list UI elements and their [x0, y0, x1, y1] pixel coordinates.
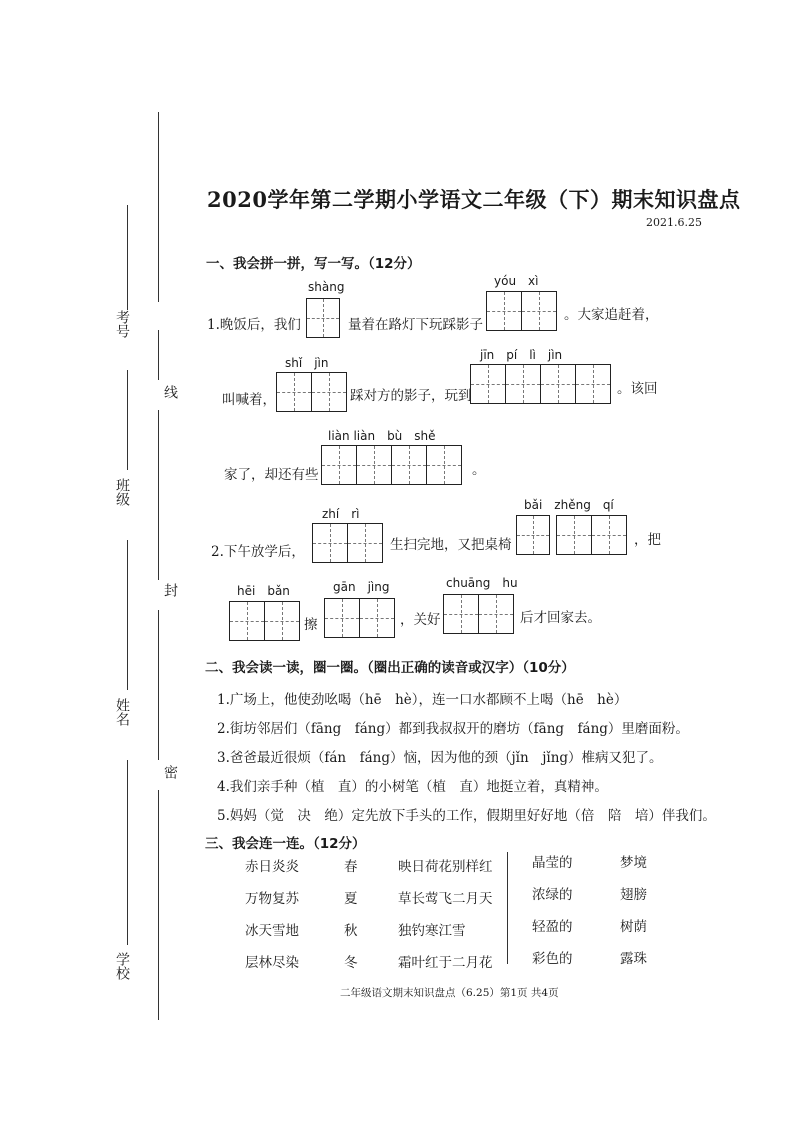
q2-text3: 擦: [304, 617, 318, 633]
q2-text2: ，把: [634, 532, 661, 548]
match-item[interactable]: 万物复苏: [245, 891, 299, 907]
match-col-nouns: [620, 852, 647, 970]
exam-date: 2021.6.25: [646, 216, 702, 229]
q2-text4: ，关好: [400, 612, 441, 628]
match-item[interactable]: 浓绿的: [532, 887, 573, 903]
section2-line-2[interactable]: 2.街坊邻居们（fāng fáng）都到我叔叔开的磨坊（fāng fáng）里磨面粉。: [217, 721, 689, 737]
page-footer: 二年级语文期末知识盘点（6.25）第1页 共4页: [340, 987, 559, 999]
match-item[interactable]: 翅膀: [620, 887, 647, 903]
banji-label: 班级: [114, 478, 130, 506]
match-item[interactable]: 夏: [344, 891, 358, 907]
section2-line-1[interactable]: 1.广场上，他使劲吆喝（hē hè），连一口水都顾不上喝（hē hè）: [217, 692, 628, 708]
match-col-seasons: [344, 856, 358, 974]
match-item[interactable]: 赤日炎炎: [245, 859, 299, 875]
answer-box-bai[interactable]: [516, 515, 550, 555]
binding-line: [158, 790, 159, 1020]
match-col-idioms: [245, 856, 299, 974]
section2-line-3[interactable]: 3.爸爸最近很烦（fán fáng）恼，因为他的颈（jǐn jǐng）椎病又犯了。: [217, 750, 663, 766]
q1-text4: 踩对方的影子，玩到: [350, 388, 472, 404]
xuexiao-label: 学校: [114, 952, 130, 980]
kaohao-fill-line[interactable]: [127, 205, 128, 310]
match-item[interactable]: 梦境: [620, 855, 647, 871]
q2-text1: 生扫完地，又把桌椅: [390, 537, 512, 553]
pinyin-shang: shàng: [308, 280, 345, 294]
match-item[interactable]: 露珠: [620, 951, 647, 967]
answer-box-shijin[interactable]: [276, 372, 347, 412]
answer-box-chuanghu[interactable]: [443, 594, 514, 634]
match-divider: [507, 852, 508, 964]
pinyin-shijin: shǐ jìn: [285, 356, 329, 370]
match-item[interactable]: 春: [344, 859, 358, 875]
q1-prefix: 1.晚饭后，我们: [207, 317, 301, 333]
pinyin-baizhengqi: bǎi zhěng qí: [524, 498, 614, 512]
kaohao-label: 考号: [114, 310, 130, 338]
pinyin-youxi: yóu xì: [494, 274, 539, 288]
mi-marker: 密: [162, 765, 178, 779]
page-title: 2020学年第二学期小学语文二年级（下）期末知识盘点: [207, 187, 741, 212]
q2-text5: 后才回家去。: [520, 610, 601, 626]
xuexiao-fill-line[interactable]: [127, 760, 128, 945]
match-item[interactable]: 霜叶红于二月花: [398, 955, 493, 971]
match-item[interactable]: 轻盈的: [532, 919, 573, 935]
q1-text3: 叫喊着，: [222, 392, 276, 408]
pinyin-lianlianbushe: liàn liàn bù shě: [328, 429, 436, 443]
answer-box-zhiri[interactable]: [312, 523, 383, 563]
match-item[interactable]: 冬: [344, 955, 358, 971]
xian-marker: 线: [162, 385, 178, 399]
section2-heading: 二、我会读一读，圈一圈。（圈出正确的读音或汉字）（10分）: [205, 660, 575, 676]
section2-line-5[interactable]: 5.妈妈（觉 决 绝）定先放下手头的工作，假期里好好地（倍 陪 培）伴我们。: [217, 808, 716, 824]
match-col-adjectives: [532, 852, 573, 970]
q1-text7: 。: [472, 462, 486, 478]
answer-box-shang[interactable]: [306, 298, 340, 338]
xingming-fill-line[interactable]: [127, 540, 128, 690]
answer-box-ganjing[interactable]: [324, 598, 395, 638]
feng-marker: 封: [162, 583, 178, 597]
match-col-poems: [398, 856, 493, 974]
match-item[interactable]: 彩色的: [532, 951, 573, 967]
q1-text1: 量着在路灯下玩踩影子: [348, 317, 483, 333]
q2-prefix: 2.下午放学后，: [211, 544, 305, 560]
q1-text2: 。大家追赶着，: [564, 307, 659, 323]
match-item[interactable]: 晶莹的: [532, 855, 573, 871]
q1-text5: 。该回: [617, 381, 658, 397]
banji-fill-line[interactable]: [127, 370, 128, 470]
binding-line: [158, 330, 159, 380]
section3-heading: 三、我会连一连。（12分）: [205, 836, 366, 852]
answer-box-lianlianbushe[interactable]: [321, 445, 462, 485]
binding-line: [158, 112, 159, 302]
section1-heading: 一、我会拼一拼，写一写。（12分）: [206, 256, 421, 272]
match-item[interactable]: 层林尽染: [245, 955, 299, 971]
match-item[interactable]: 独钓寒江雪: [398, 923, 466, 939]
match-item[interactable]: 草长莺飞二月天: [398, 891, 493, 907]
xingming-label: 姓名: [114, 698, 130, 726]
answer-box-youxi[interactable]: [486, 291, 557, 331]
match-item[interactable]: 树荫: [620, 919, 647, 935]
answer-box-heiban[interactable]: [229, 601, 300, 641]
section2-line-4[interactable]: 4.我们亲手种（植 直）的小树笔（植 直）地挺立着，真精神。: [217, 779, 608, 795]
match-item[interactable]: 秋: [344, 923, 358, 939]
match-item[interactable]: 映日荷花别样红: [398, 859, 493, 875]
pinyin-jinpilijin: jīn pí lì jìn: [480, 348, 563, 362]
answer-box-jinpilijin[interactable]: [470, 364, 611, 404]
q1-text6: 家了，却还有些: [224, 467, 319, 483]
match-item[interactable]: 冰天雪地: [245, 923, 299, 939]
binding-line: [158, 610, 159, 760]
pinyin-zhiri: zhí rì: [322, 507, 360, 521]
pinyin-chuanghu: chuāng hu: [446, 576, 518, 590]
binding-line: [158, 410, 159, 580]
pinyin-ganjing: gān jìng: [333, 580, 390, 594]
pinyin-heiban: hēi bǎn: [237, 584, 290, 598]
answer-box-zhengqi[interactable]: [556, 515, 627, 555]
